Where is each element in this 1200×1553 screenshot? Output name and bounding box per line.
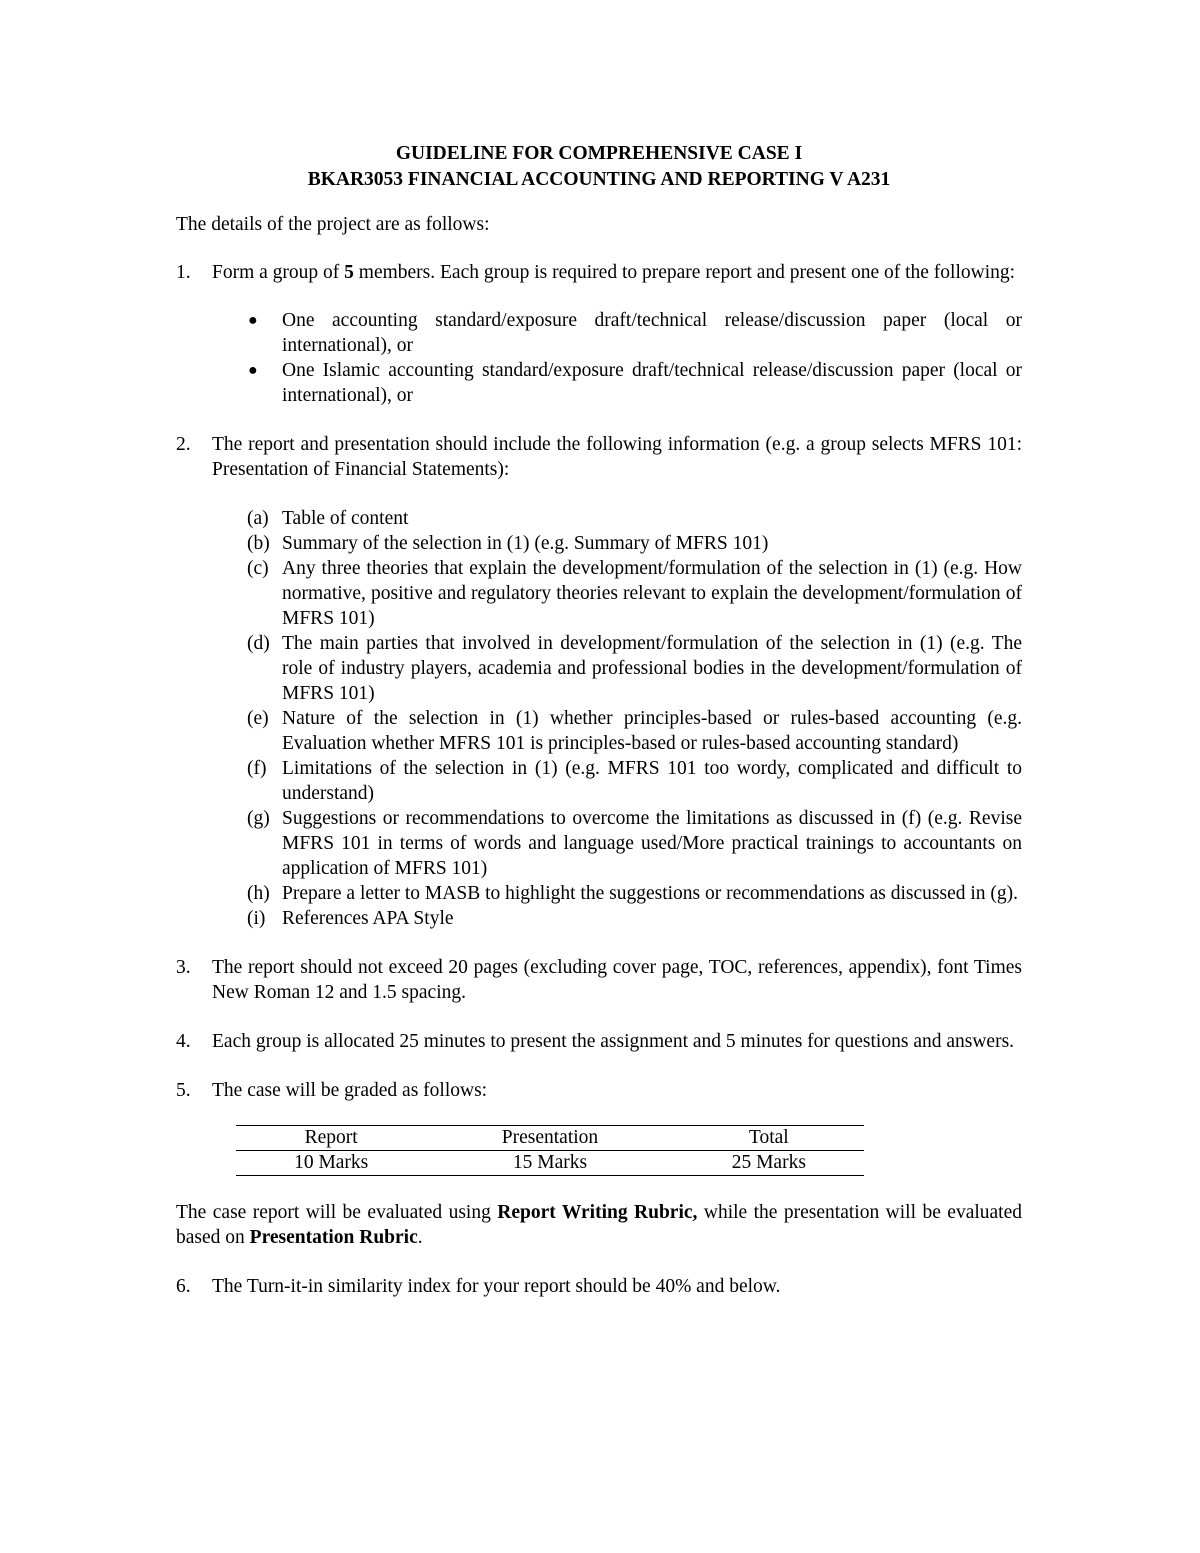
bullet-text: One Islamic accounting standard/exposure draft/technical release/discussion paper (local or international), or	[282, 360, 1022, 406]
list-item-1	[176, 260, 1022, 408]
sub-item-text: Prepare a letter to MASB to highlight the suggestions or recommendations as discussed in (g).	[282, 883, 1019, 904]
item-1-text-before: Form a group of	[212, 262, 345, 283]
list-item-2	[176, 432, 1022, 482]
sub-item-text: Limitations of the selection in (1) (e.g. MFRS 101 too wordy, complicated and difficult to understand)	[282, 758, 1022, 804]
sub-item	[176, 881, 1022, 906]
report-marks: 10 Marks	[236, 1151, 426, 1176]
evaluation-text	[176, 1200, 1022, 1250]
item-number: 5.	[176, 1080, 191, 1101]
table-row	[236, 1151, 864, 1176]
bullet-icon: ●	[248, 362, 258, 379]
document-page	[176, 141, 1022, 1299]
column-header-total: Total	[674, 1126, 864, 1151]
sub-item-text: Suggestions or recommendations to overcome the limitations as discussed in (f) (e.g. Revise MFRS 101 in terms of words and language used/More practical trainings to accountants on application of MFRS 101)	[282, 808, 1022, 879]
bullet-list	[212, 308, 1022, 408]
title-line-2: BKAR3053 FINANCIAL ACCOUNTING AND REPORTING V A231	[307, 169, 891, 190]
item-3-text: The report should not exceed 20 pages (excluding cover page, TOC, references, appendix), font Times New Roman 12 and 1.5 spacing.	[212, 957, 1022, 1003]
sub-item	[176, 506, 1022, 531]
item-number: 2.	[176, 434, 191, 455]
sub-item-text: References APA Style	[282, 908, 454, 929]
evaluation-part-3: .	[417, 1227, 423, 1248]
list-item-5	[176, 1078, 1022, 1103]
sub-item-text: The main parties that involved in development/formulation of the selection in (1) (e.g. The role of industry players, academia and professional bodies in the development/formulation of MFRS 101)	[282, 633, 1022, 704]
report-rubric: Report Writing Rubric,	[497, 1202, 698, 1223]
sub-item-label: (c)	[247, 558, 269, 579]
sub-item	[176, 806, 1022, 881]
list-item-6	[176, 1274, 1022, 1299]
sub-item	[176, 556, 1022, 631]
bullet-item	[212, 358, 1022, 408]
evaluation-part-1: The case report will be evaluated using	[176, 1202, 498, 1223]
title-line-1: GUIDELINE FOR COMPREHENSIVE CASE I	[395, 143, 803, 164]
item-number: 6.	[176, 1276, 191, 1297]
list-item-4	[176, 1029, 1022, 1054]
sub-item-label: (g)	[247, 808, 270, 829]
item-4-text: Each group is allocated 25 minutes to present the assignment and 5 minutes for questions and answers.	[212, 1031, 1015, 1052]
sub-item	[176, 756, 1022, 806]
evaluation-part-2: while the presentation will be evaluated based on	[176, 1202, 1023, 1248]
presentation-rubric: Presentation Rubric	[249, 1227, 418, 1248]
sub-item-text: Nature of the selection in (1) whether principles-based or rules-based accounting (e.g. Evaluation whether MFRS 101 is principles-based or rules-based accounting standard)	[282, 708, 1022, 754]
sub-item-text: Summary of the selection in (1) (e.g. Summary of MFRS 101)	[282, 533, 769, 554]
presentation-marks: 15 Marks	[426, 1151, 673, 1176]
document-title	[176, 141, 1022, 193]
sub-item	[176, 531, 1022, 556]
item-5-text: The case will be graded as follows:	[212, 1080, 488, 1101]
list-item-3	[176, 955, 1022, 1005]
sub-item-label: (d)	[247, 633, 270, 654]
sub-item-label: (h)	[247, 883, 270, 904]
item-1-text-after: members. Each group is required to prepare report and present one of the following:	[353, 262, 1016, 283]
bullet-text: One accounting standard/exposure draft/technical release/discussion paper (local or international), or	[282, 310, 1022, 356]
sub-item	[176, 906, 1022, 931]
grading-table	[236, 1125, 864, 1176]
bullet-item	[212, 308, 1022, 358]
intro-text: The details of the project are as follows:	[176, 214, 490, 235]
sub-item-label: (e)	[247, 708, 269, 729]
sub-item-text: Table of content	[282, 508, 409, 529]
item-number: 1.	[176, 262, 191, 283]
item-6-text: The Turn-it-in similarity index for your report should be 40% and below.	[212, 1276, 781, 1297]
sub-item	[176, 706, 1022, 756]
sub-item-label: (f)	[247, 758, 267, 779]
table-header-row	[236, 1126, 864, 1151]
sub-item-text: Any three theories that explain the development/formulation of the selection in (1) (e.g. How normative, positive and regulatory theories relevant to explain the development/formulation of MFRS 101)	[282, 558, 1022, 629]
sub-item-list	[176, 506, 1022, 931]
column-header-report: Report	[236, 1126, 426, 1151]
item-2-text: The report and presentation should include the following information (e.g. a group selects MFRS 101: Presentation of Financial Statements):	[212, 434, 1022, 480]
sub-item	[176, 631, 1022, 706]
sub-item-label: (i)	[247, 908, 266, 929]
column-header-presentation: Presentation	[426, 1126, 673, 1151]
total-marks: 25 Marks	[674, 1151, 864, 1176]
sub-item-label: (a)	[247, 508, 269, 529]
group-size: 5	[344, 262, 354, 283]
item-number: 4.	[176, 1031, 191, 1052]
sub-item-label: (b)	[247, 533, 270, 554]
item-number: 3.	[176, 957, 191, 978]
bullet-icon: ●	[248, 312, 258, 329]
